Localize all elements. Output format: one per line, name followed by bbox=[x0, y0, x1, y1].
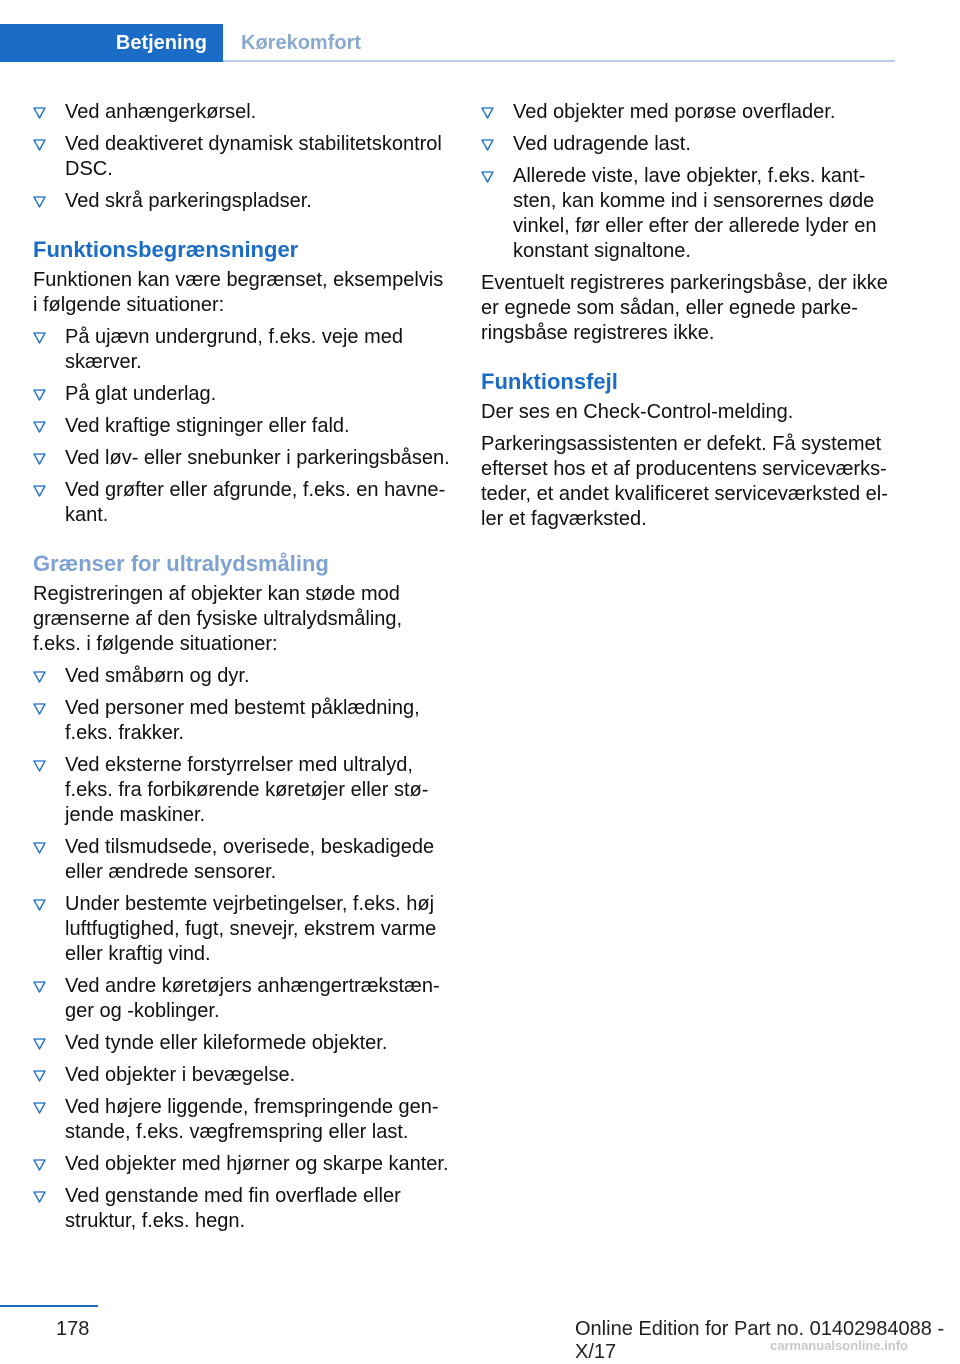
list-item-text: Ved andre køretøjers anhængertrækstænger og -koblinger. bbox=[65, 975, 440, 1022]
section1-text: Funktionen kan være begrænset, eksempelvis i følgende situationer: bbox=[33, 269, 444, 316]
list-item-text: Ved skrå parkeringspladser. bbox=[65, 190, 312, 212]
list-item bbox=[33, 974, 451, 1024]
list-item-text: Ved objekter i bevægelse. bbox=[65, 1064, 296, 1086]
triangle-bullet-icon bbox=[481, 107, 494, 119]
list-item-text: Allerede viste, lave objekter, f.eks. kantsten, kan komme ind i sensorernes døde vinkel, før eller efter der allerede lyder en konstant signaltone. bbox=[513, 165, 877, 262]
list-item bbox=[481, 132, 891, 157]
triangle-bullet-icon bbox=[33, 842, 46, 854]
triangle-bullet-icon bbox=[33, 703, 46, 715]
triangle-bullet-icon bbox=[481, 171, 494, 183]
list-item bbox=[33, 1095, 451, 1145]
list-item bbox=[33, 414, 451, 439]
triangle-bullet-icon bbox=[33, 1159, 46, 1171]
list-item bbox=[33, 132, 451, 182]
list-item bbox=[33, 835, 451, 885]
intro-bullet-list bbox=[33, 100, 451, 214]
list-item bbox=[33, 1031, 451, 1056]
list-item bbox=[33, 753, 451, 828]
section1-bullet-list bbox=[33, 325, 451, 528]
list-item-text: Ved eksterne forstyrrelser med ultralyd, f.eks. fra forbikørende køretøjer eller støjende maskiner. bbox=[65, 754, 429, 826]
list-item-text: Ved personer med bestemt påklædning, f.eks. frakker. bbox=[65, 697, 420, 744]
list-item-text: På glat underlag. bbox=[65, 383, 217, 405]
triangle-bullet-icon bbox=[33, 1102, 46, 1114]
edition-note: Online Edition for Part no. 01402984088 - X/17 bbox=[575, 1318, 945, 1363]
section3-text1: Der ses en Check-Control-melding. bbox=[481, 401, 794, 423]
right-column bbox=[481, 100, 891, 539]
header-rule bbox=[223, 60, 895, 62]
list-item bbox=[33, 696, 451, 746]
list-item bbox=[33, 664, 451, 689]
list-item bbox=[33, 1063, 451, 1088]
list-item-text: Ved udragende last. bbox=[513, 133, 691, 155]
list-item bbox=[33, 189, 451, 214]
list-item-text: På ujævn undergrund, f.eks. veje med skærver. bbox=[65, 326, 403, 373]
section2-bullet-list bbox=[33, 664, 451, 1234]
tab-betjening[interactable]: Betjening bbox=[0, 24, 223, 62]
triangle-bullet-icon bbox=[33, 107, 46, 119]
triangle-bullet-icon bbox=[33, 899, 46, 911]
list-item bbox=[33, 478, 451, 528]
list-item bbox=[33, 1184, 451, 1234]
triangle-bullet-icon bbox=[33, 671, 46, 683]
triangle-bullet-icon bbox=[33, 485, 46, 497]
list-item-text: Ved småbørn og dyr. bbox=[65, 665, 250, 687]
list-item bbox=[33, 325, 451, 375]
triangle-bullet-icon bbox=[33, 332, 46, 344]
triangle-bullet-icon bbox=[33, 389, 46, 401]
list-item-text: Ved deaktiveret dynamisk stabilitetskontrol DSC. bbox=[65, 133, 442, 180]
list-item bbox=[33, 100, 451, 125]
heading-graenser-ultralydsmaaling: Grænser for ultralydsmåling bbox=[33, 551, 329, 576]
list-item-text: Ved kraftige stigninger eller fald. bbox=[65, 415, 350, 437]
right-text: Eventuelt registreres parkeringsbåse, der ikke er egnede som sådan, eller egnede parkeringsbåse registreres ikke. bbox=[481, 272, 888, 344]
triangle-bullet-icon bbox=[33, 453, 46, 465]
triangle-bullet-icon bbox=[33, 1191, 46, 1203]
triangle-bullet-icon bbox=[33, 1070, 46, 1082]
section2-text: Registreringen af objekter kan støde mod grænserne af den fysiske ultralydsmåling, f.eks. i følgende situationer: bbox=[33, 583, 403, 655]
list-item bbox=[481, 164, 891, 264]
list-item bbox=[33, 892, 451, 967]
triangle-bullet-icon bbox=[481, 139, 494, 151]
list-item-text: Ved højere liggende, fremspringende genstande, f.eks. vægfremspring eller last. bbox=[65, 1096, 439, 1143]
triangle-bullet-icon bbox=[33, 196, 46, 208]
heading-funktionsbegraensninger: Funktionsbegrænsninger bbox=[33, 237, 299, 262]
list-item bbox=[33, 446, 451, 471]
watermark: carmanualsonline.info bbox=[770, 1338, 908, 1353]
right-bullet-list bbox=[481, 100, 891, 264]
list-item-text: Ved tynde eller kileformede objekter. bbox=[65, 1032, 388, 1054]
tab-korekomfort[interactable]: Kørekomfort bbox=[241, 31, 362, 54]
triangle-bullet-icon bbox=[33, 421, 46, 433]
footer-rule bbox=[0, 1305, 98, 1307]
list-item-text: Ved genstande med fin overflade eller struktur, f.eks. hegn. bbox=[65, 1185, 401, 1232]
list-item-text: Ved løv- eller snebunker i parkeringsbåsen. bbox=[65, 447, 450, 469]
list-item-text: Ved grøfter eller afgrunde, f.eks. en havnekant. bbox=[65, 479, 446, 526]
list-item bbox=[33, 1152, 451, 1177]
list-item bbox=[33, 382, 451, 407]
heading-funktionsfejl: Funktionsfejl bbox=[481, 369, 618, 394]
list-item-text: Ved objekter med hjørner og skarpe kanter. bbox=[65, 1153, 449, 1175]
header-tabbar bbox=[0, 24, 895, 62]
list-item bbox=[481, 100, 891, 125]
triangle-bullet-icon bbox=[33, 1038, 46, 1050]
triangle-bullet-icon bbox=[33, 139, 46, 151]
section3-text2: Parkeringsassistenten er defekt. Få systemet efterset hos et af producentens serviceværksteder, et andet kvalificeret serviceværksted eller et fagværksted. bbox=[481, 433, 888, 530]
list-item-text: Ved anhængerkørsel. bbox=[65, 101, 257, 123]
left-column bbox=[33, 100, 451, 1241]
list-item-text: Ved objekter med porøse overflader. bbox=[513, 101, 836, 123]
triangle-bullet-icon bbox=[33, 981, 46, 993]
page-number: 178 bbox=[56, 1318, 90, 1340]
triangle-bullet-icon bbox=[33, 760, 46, 772]
list-item-text: Under bestemte vejrbetingelser, f.eks. høj luftfugtighed, fugt, snevejr, ekstrem varme eller kraftig vind. bbox=[65, 893, 437, 965]
list-item-text: Ved tilsmudsede, overisede, beskadigede eller ændrede sensorer. bbox=[65, 836, 435, 883]
